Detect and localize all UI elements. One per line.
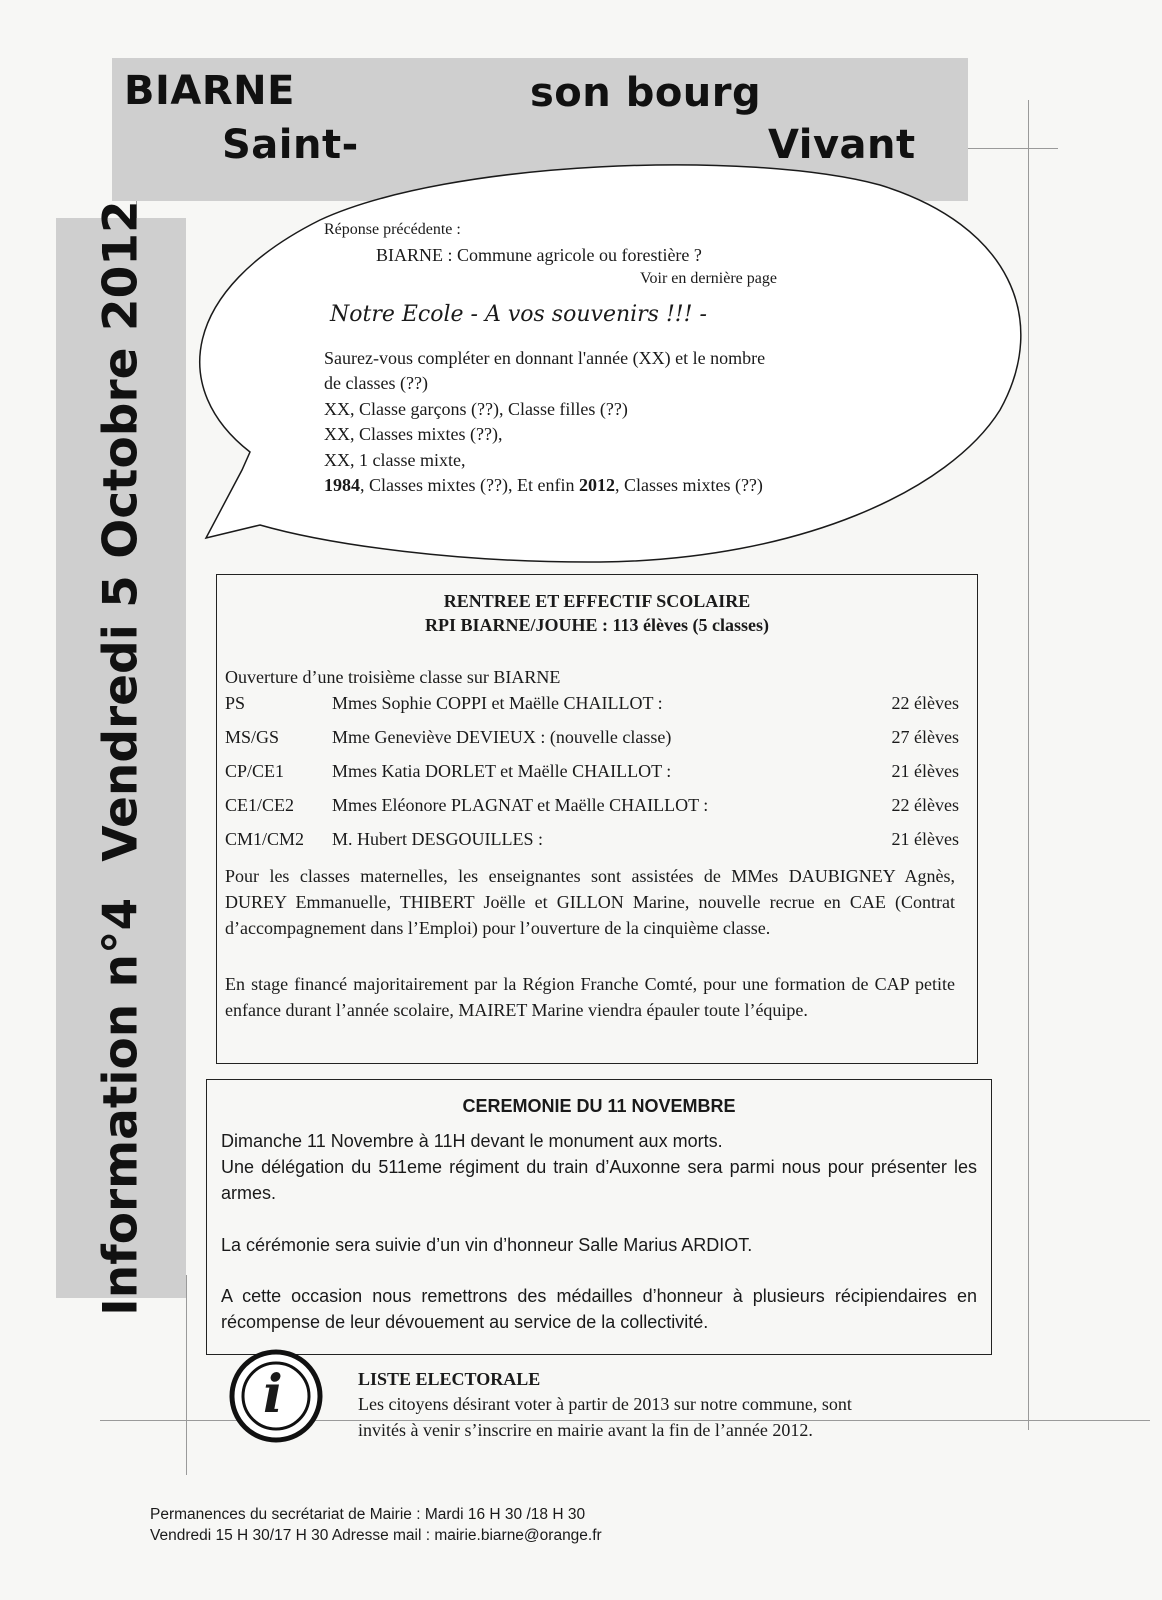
issue-date: Vendredi 5 Octobre 2012 [93, 200, 149, 862]
class-teacher: Mmes Katia DORLET et Maëlle CHAILLOT : [332, 761, 672, 781]
class-level: CE1/CE2 [225, 795, 295, 815]
class-count: 27 élèves [891, 727, 959, 747]
bubble-line-1: Saurez-vous compléter en donnant l'année (XX) et le nombre [324, 348, 766, 368]
class-teacher: Mme Geneviève DEVIEUX : (nouvelle classe) [332, 727, 672, 747]
opening-note: Ouverture d’une troisième classe sur BIARNE [225, 667, 561, 687]
class-teacher: Mmes Eléonore PLAGNAT et Maëlle CHAILLOT : [332, 795, 709, 815]
header-biarne: BIARNE [124, 68, 295, 114]
issue-number: Information n°4 [93, 897, 149, 1316]
class-teacher: M. Hubert DESGOUILLES : [332, 829, 543, 849]
see-last-page: Voir en dernière page [640, 270, 777, 287]
class-row [225, 727, 969, 761]
bubble-line-4: XX, Classes mixtes (??), [324, 424, 503, 444]
bubble-line-5: XX, 1 classe mixte, [324, 450, 466, 470]
class-level: CP/CE1 [225, 761, 285, 781]
rentree-box [216, 574, 978, 1064]
bubble-line-2: de classes (??) [324, 373, 428, 393]
rentree-subtitle: RPI BIARNE/JOUHE : 113 élèves (5 classes) [425, 615, 769, 635]
ceremonie-line-3: La cérémonie sera suivie d’un vin d’honneur Salle Marius ARDIOT. [221, 1235, 753, 1255]
header-vivant: Vivant [768, 122, 916, 168]
class-count: 21 élèves [891, 761, 959, 781]
class-row [225, 795, 969, 829]
speech-bubble [0, 0, 1162, 600]
year-1984: 1984 [324, 475, 360, 495]
header-saint: Saint- [222, 122, 359, 168]
bubble-line-3: XX, Classe garçons (??), Classe filles (??) [324, 399, 628, 419]
footer-line-1: Permanences du secrétariat de Mairie : Mardi 16 H 30 /18 H 30 [150, 1506, 586, 1523]
previous-answer-label: Réponse précédente : [324, 221, 461, 238]
class-row [225, 829, 969, 863]
info-icon-letter: i [263, 1364, 283, 1425]
year-2012: 2012 [578, 475, 615, 495]
previous-question: BIARNE : Commune agricole ou forestière ? [376, 245, 702, 265]
class-count: 22 élèves [891, 693, 959, 713]
rentree-title: RENTREE ET EFFECTIF SCOLAIRE [443, 591, 751, 611]
liste-text-2: invités à venir s’inscrire en mairie avant la fin de l’année 2012. [358, 1420, 813, 1440]
school-memories-title: Notre Ecole - A vos souvenirs !!! - [330, 302, 707, 327]
footer-line-2: Vendredi 15 H 30/17 H 30 Adresse mail : mairie.biarne@orange.fr [150, 1527, 602, 1544]
ceremonie-box [206, 1079, 992, 1355]
assistants-paragraph: Pour les classes maternelles, les enseignantes sont assistées de MMes DAUBIGNEY Agnès, DUREY Emmanuelle, THIBERT Joëlle et GILLON Marine, nouvelle recrue en CAE (Contrat d’accompagnement dans l’Emploi) pour l’ouverture de la cinquième classe. [225, 866, 955, 938]
frame-line-bottom-left [186, 1275, 187, 1475]
class-level: CM1/CM2 [225, 829, 305, 849]
internship-paragraph: En stage financé majoritairement par la Région Franche Comté, pour une formation de CAP petite enfance durant l’année scolaire, MAIRET Marine viendra épauler toute l’équipe. [225, 974, 955, 1020]
ceremonie-line-4: A cette occasion nous remettrons des médailles d’honneur à plusieurs récipiendaires en récompense de leur dévouement au service de la collectivité. [221, 1286, 977, 1332]
class-count: 22 élèves [891, 795, 959, 815]
class-level: PS [225, 693, 246, 713]
class-level: MS/GS [225, 727, 280, 747]
class-row [225, 693, 969, 727]
liste-title: LISTE ELECTORALE [358, 1369, 541, 1389]
header-son-bourg: son bourg [530, 70, 762, 116]
class-count: 21 élèves [891, 829, 959, 849]
ceremonie-title: CEREMONIE DU 11 NOVEMBRE [462, 1096, 736, 1116]
ceremonie-line-1: Dimanche 11 Novembre à 11H devant le monument aux morts. [221, 1131, 723, 1151]
ceremonie-line-2: Une délégation du 511eme régiment du train d’Auxonne sera parmi nous pour présenter les armes. [221, 1157, 977, 1203]
class-row [225, 761, 969, 795]
liste-text-1: Les citoyens désirant voter à partir de 2013 sur notre commune, sont [358, 1394, 852, 1414]
class-teacher: Mmes Sophie COPPI et Maëlle CHAILLOT : [332, 693, 663, 713]
bubble-line-6: 1984, Classes mixtes (??), Et enfin 2012, Classes mixtes (??) [324, 475, 763, 495]
